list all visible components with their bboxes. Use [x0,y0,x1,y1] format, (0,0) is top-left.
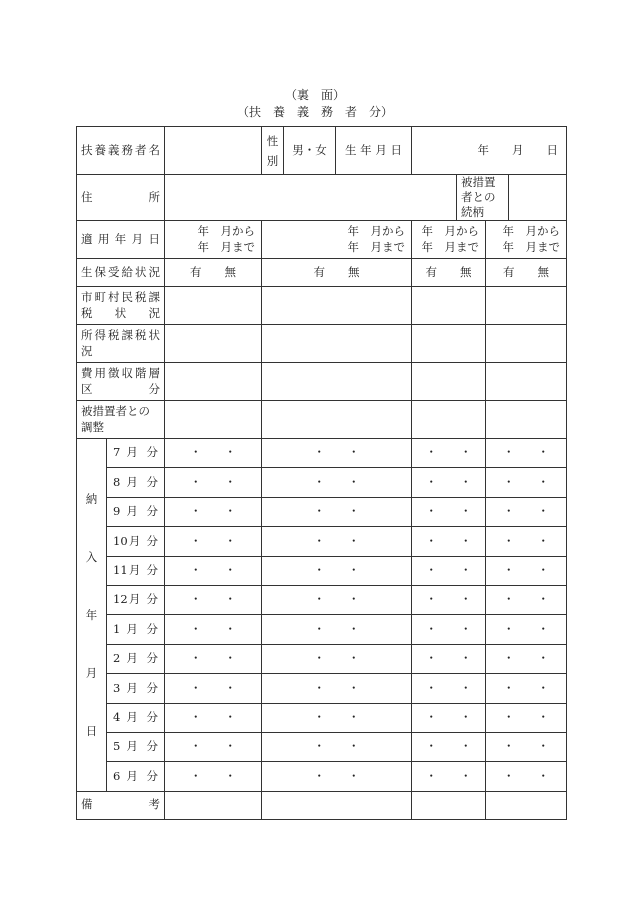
field-sex[interactable]: 男・女 [284,127,336,175]
period-col-2[interactable] [262,221,412,259]
period-from: 年 月から [197,223,255,238]
income-tax-col-4[interactable] [486,325,567,363]
period-to: 年 月まで [502,239,560,254]
label-relation: 被措置者との続柄 [457,175,509,221]
welfare-col-2[interactable]: 有 無 [262,259,412,287]
payment-row [77,556,567,585]
payment-row [77,674,567,703]
municipal-tax-col-1[interactable] [165,287,262,325]
month-label: 9 月 分 [107,497,165,526]
adjustment-col-1[interactable] [165,401,262,439]
payment-date-cell[interactable]: ・ ・ [486,527,567,556]
page-subtitle: （扶 養 義 務 者 分） [236,105,393,119]
payment-date-cell[interactable]: ・ ・ [165,644,262,673]
label-birth: 生 年 月 日 [336,127,412,175]
payment-row [77,527,567,556]
payment-row [77,468,567,497]
period-col-3[interactable] [412,221,486,259]
payment-row [77,615,567,644]
month-label: 3 月 分 [107,674,165,703]
payment-date-cell[interactable]: ・ ・ [165,585,262,614]
payment-date-cell[interactable]: ・ ・ [486,556,567,585]
field-relation[interactable] [509,175,567,221]
month-label: 6 月 分 [107,762,165,791]
remarks-col-2[interactable] [262,791,412,819]
municipal-tax-col-2[interactable] [262,287,412,325]
dependent-obligor-form-table [76,126,567,820]
payment-row [77,732,567,761]
fee-class-col-3[interactable] [412,363,486,401]
field-name[interactable] [165,127,262,175]
payment-date-cell[interactable]: ・ ・ [165,703,262,732]
label-remarks: 備 考 [77,791,165,819]
month-label: 5 月 分 [107,732,165,761]
municipal-tax-col-4[interactable] [486,287,567,325]
month-label: 4 月 分 [107,703,165,732]
welfare-col-1[interactable]: 有 無 [165,259,262,287]
row-remarks [77,791,567,819]
page-title: （裏 面） [284,88,345,102]
month-label: 7 月 分 [107,439,165,468]
payment-row [77,497,567,526]
fee-class-col-4[interactable] [486,363,567,401]
payment-date-cell[interactable]: ・ ・ [486,644,567,673]
payment-date-cell[interactable]: ・ ・ [165,468,262,497]
payment-date-cell[interactable]: ・ ・ [262,703,412,732]
payment-date-cell[interactable]: ・ ・ [262,527,412,556]
payment-row [77,644,567,673]
payment-date-cell[interactable]: ・ ・ [486,615,567,644]
month-label: 12月 分 [107,585,165,614]
payment-date-header-text: 納入年月日 [85,491,98,738]
label-adjustment: 被措置者との調整 [77,401,165,439]
row-fee-class [77,363,567,401]
label-fee-class: 費用徴収階層区分 [77,363,165,401]
payment-date-cell[interactable]: ・ ・ [412,468,486,497]
payment-date-cell[interactable]: ・ ・ [165,439,262,468]
label-name: 扶養義務者名 [77,127,165,175]
period-to: 年 月まで [197,239,255,254]
payment-date-cell[interactable]: ・ ・ [262,468,412,497]
payment-row [77,585,567,614]
payment-row [77,762,567,791]
payment-month-rows [77,439,567,792]
payment-date-cell[interactable]: ・ ・ [412,439,486,468]
month-label: 2 月 分 [107,644,165,673]
payment-date-cell[interactable]: ・ ・ [412,615,486,644]
payment-date-cell[interactable]: ・ ・ [412,762,486,791]
field-address[interactable] [165,175,457,221]
remarks-col-4[interactable] [486,791,567,819]
payment-date-cell[interactable]: ・ ・ [486,439,567,468]
label-welfare: 生保受給状況 [77,259,165,287]
period-to: 年 月まで [347,239,405,254]
welfare-col-3[interactable]: 有 無 [412,259,486,287]
payment-date-cell[interactable]: ・ ・ [412,644,486,673]
payment-date-cell[interactable]: ・ ・ [486,585,567,614]
payment-date-cell[interactable]: ・ ・ [412,732,486,761]
remarks-col-1[interactable] [165,791,262,819]
payment-row [77,439,567,468]
row-welfare [77,259,567,287]
payment-date-cell[interactable]: ・ ・ [165,762,262,791]
period-col-1[interactable] [165,221,262,259]
row-period [77,221,567,259]
payment-date-cell[interactable]: ・ ・ [165,556,262,585]
payment-date-cell[interactable]: ・ ・ [412,585,486,614]
period-from: 年 月から [502,223,560,238]
payment-date-cell[interactable]: ・ ・ [165,732,262,761]
payment-date-cell[interactable]: ・ ・ [486,762,567,791]
payment-date-header [77,439,107,792]
payment-date-cell[interactable]: ・ ・ [486,732,567,761]
payment-date-cell[interactable]: ・ ・ [412,556,486,585]
payment-date-cell[interactable]: ・ ・ [165,674,262,703]
payment-date-cell[interactable]: ・ ・ [165,615,262,644]
label-income-tax: 所得税課税状況 [77,325,165,363]
month-label: 11月 分 [107,556,165,585]
payment-date-cell[interactable]: ・ ・ [262,644,412,673]
payment-date-cell[interactable]: ・ ・ [412,527,486,556]
row-adjustment [77,401,567,439]
row-income-tax [77,325,567,363]
income-tax-col-1[interactable] [165,325,262,363]
fee-class-col-1[interactable] [165,363,262,401]
welfare-col-4[interactable]: 有 無 [486,259,567,287]
payment-date-cell[interactable]: ・ ・ [262,585,412,614]
label-period: 適用年月日 [77,221,165,259]
period-col-4[interactable] [486,221,567,259]
payment-row [77,703,567,732]
payment-date-cell[interactable]: ・ ・ [262,556,412,585]
payment-date-cell[interactable]: ・ ・ [262,439,412,468]
payment-date-cell[interactable]: ・ ・ [262,497,412,526]
payment-date-cell[interactable]: ・ ・ [412,497,486,526]
fee-class-col-2[interactable] [262,363,412,401]
period-from: 年 月から [347,223,405,238]
income-tax-col-3[interactable] [412,325,486,363]
payment-date-cell[interactable]: ・ ・ [262,762,412,791]
payment-date-cell[interactable]: ・ ・ [262,674,412,703]
month-label: 10月 分 [107,527,165,556]
month-label: 8 月 分 [107,468,165,497]
period-from: 年 月から [421,223,479,238]
adjustment-col-4[interactable] [486,401,567,439]
label-address: 住 所 [77,175,165,221]
month-label: 1 月 分 [107,615,165,644]
payment-date-cell[interactable]: ・ ・ [486,497,567,526]
payment-date-cell[interactable]: ・ ・ [486,468,567,497]
income-tax-col-2[interactable] [262,325,412,363]
payment-date-cell[interactable]: ・ ・ [262,732,412,761]
row-name [77,127,567,175]
adjustment-col-3[interactable] [412,401,486,439]
payment-date-cell[interactable]: ・ ・ [165,527,262,556]
label-municipal-tax: 市町村民税課税状況 [77,287,165,325]
municipal-tax-col-3[interactable] [412,287,486,325]
adjustment-col-2[interactable] [262,401,412,439]
remarks-col-3[interactable] [412,791,486,819]
payment-date-cell[interactable]: ・ ・ [486,674,567,703]
field-birth-date[interactable]: 年 月 日 [412,127,567,175]
payment-date-cell[interactable]: ・ ・ [486,703,567,732]
payment-date-cell[interactable]: ・ ・ [262,615,412,644]
payment-date-cell[interactable]: ・ ・ [412,674,486,703]
label-sex: 性別 [262,127,284,175]
payment-date-cell[interactable]: ・ ・ [412,703,486,732]
row-address [77,175,567,221]
row-municipal-tax [77,287,567,325]
period-to: 年 月まで [421,239,479,254]
payment-date-cell[interactable]: ・ ・ [165,497,262,526]
